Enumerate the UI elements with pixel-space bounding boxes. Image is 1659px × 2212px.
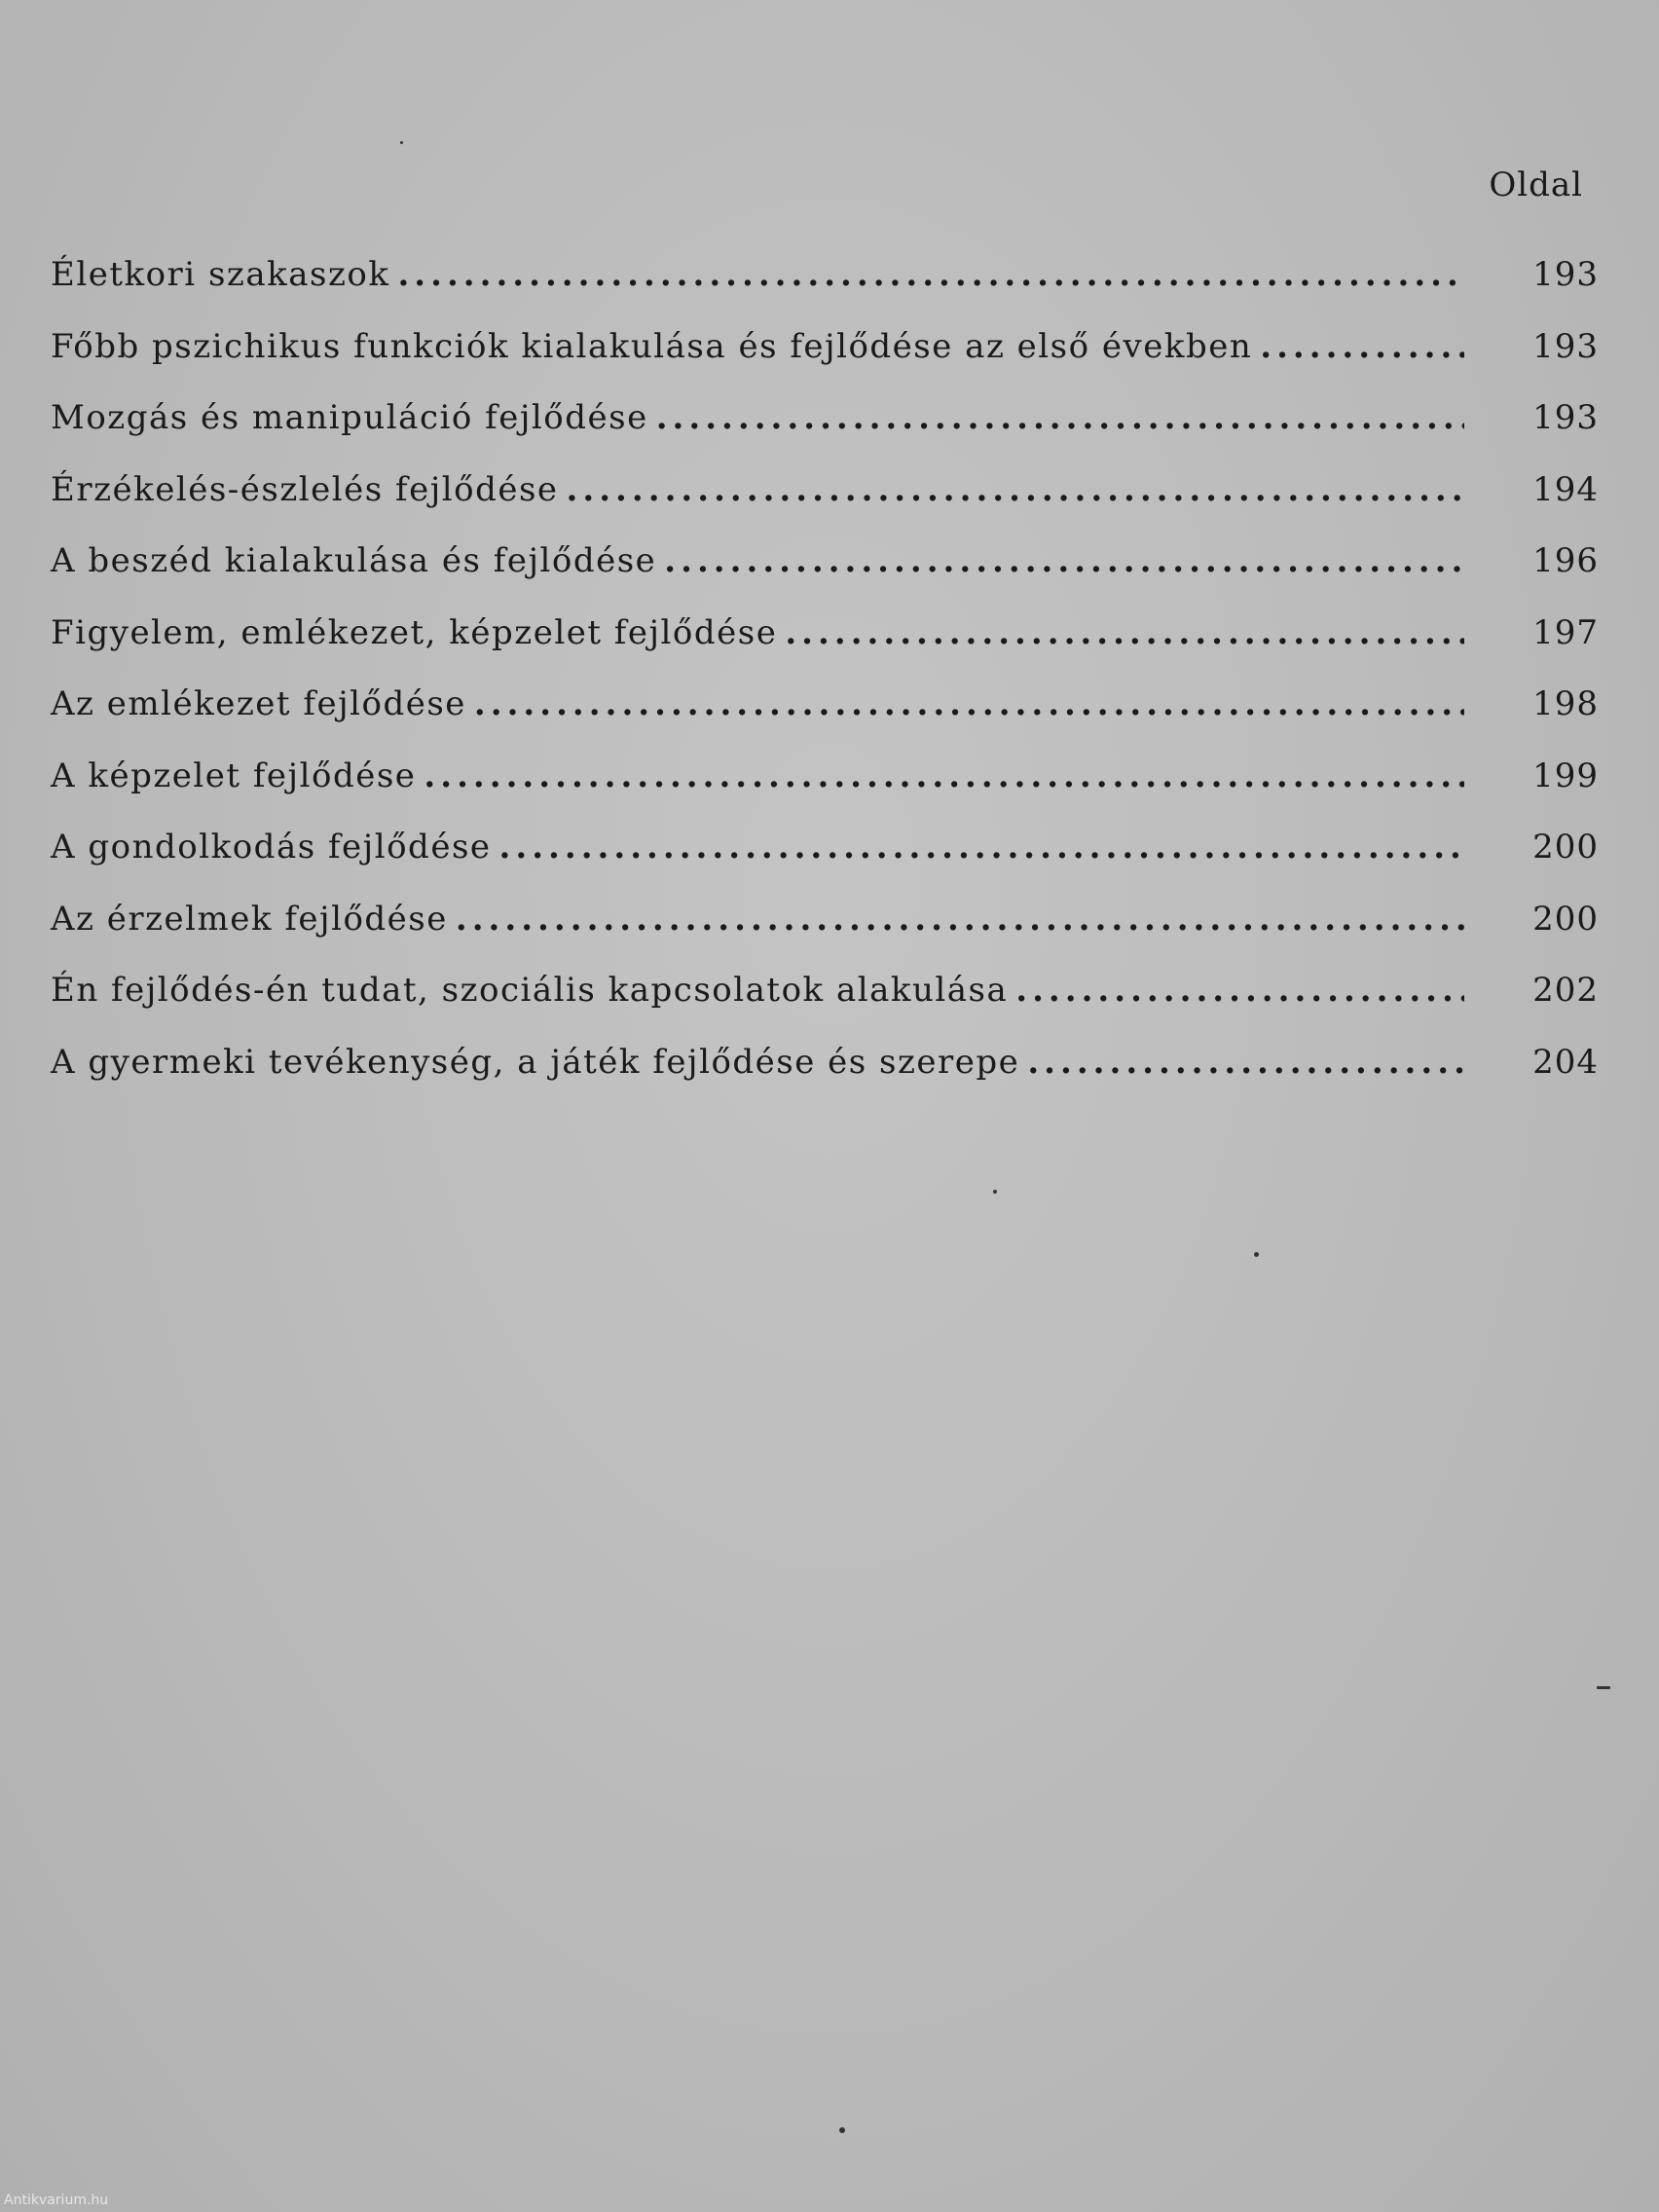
toc-entry-page: 200 <box>1532 899 1599 939</box>
dot-leader <box>424 756 1464 795</box>
paper-speck <box>993 1190 997 1194</box>
toc-entry-title: Az emlékezet fejlődése <box>51 684 466 723</box>
toc-entry-title: A gyermeki tevékenység, a játék fejlődése és szerepe <box>51 1042 1020 1082</box>
toc-entry-title: Én fejlődés-én tudat, szociális kapcsolatok alakulása <box>51 971 1009 1010</box>
toc-entry-page: 200 <box>1532 828 1599 866</box>
table-of-contents <box>51 255 1599 1114</box>
dot-leader <box>397 255 1464 294</box>
toc-entry-title: A képzelet fejlődése <box>51 756 417 795</box>
toc-entry-title: Életkori szakaszok <box>51 255 390 294</box>
toc-entry-page: 196 <box>1532 541 1599 580</box>
toc-entry-title: Az érzelmek fejlődése <box>51 899 448 939</box>
toc-entry-title: A beszéd kialakulása és fejlődése <box>51 541 657 580</box>
toc-entry-page: 197 <box>1532 612 1599 652</box>
toc-entry-page: 193 <box>1532 255 1599 294</box>
toc-entry <box>51 684 1599 756</box>
dot-leader <box>785 613 1464 652</box>
dot-leader <box>474 684 1464 723</box>
toc-entry <box>51 756 1599 829</box>
dot-leader <box>1015 971 1464 1010</box>
toc-entry-page: 194 <box>1532 469 1599 509</box>
dot-leader <box>664 541 1464 580</box>
dot-leader <box>499 828 1464 866</box>
toc-entry-page: 199 <box>1532 756 1599 795</box>
dot-leader <box>456 900 1464 939</box>
toc-entry-title: Mozgás és manipuláció fejlődése <box>51 398 648 437</box>
toc-entry-title: A gondolkodás fejlődése <box>51 828 492 866</box>
toc-entry-title: Figyelem, emlékezet, képzelet fejlődése <box>51 612 778 652</box>
toc-entry <box>51 255 1599 327</box>
toc-entry <box>51 971 1599 1043</box>
watermark: Antikvarium.hu <box>4 2193 109 2208</box>
toc-entry <box>51 541 1599 613</box>
toc-entry-page: 204 <box>1532 1042 1599 1082</box>
toc-entry-title: Főbb pszichikus funkciók kialakulása és fejlődése az első években <box>51 326 1253 366</box>
dot-leader <box>567 470 1464 509</box>
toc-entry-title: Érzékelés-észlelés fejlődése <box>51 469 559 509</box>
page-column-header: Oldal <box>1489 166 1583 204</box>
dot-leader <box>1260 327 1464 366</box>
paper-speck <box>1597 1686 1610 1689</box>
toc-entry <box>51 470 1599 542</box>
toc-entry-page: 193 <box>1532 398 1599 437</box>
paper-speck <box>1254 1252 1259 1257</box>
paper-speck <box>400 141 403 144</box>
toc-entry <box>51 828 1599 900</box>
toc-entry <box>51 900 1599 972</box>
toc-entry-page: 202 <box>1532 971 1599 1010</box>
toc-entry-page: 193 <box>1532 326 1599 366</box>
paper-speck <box>839 2127 845 2133</box>
toc-entry-page: 198 <box>1532 684 1599 723</box>
toc-entry <box>51 613 1599 685</box>
dot-leader <box>656 398 1464 437</box>
toc-entry <box>51 1043 1599 1115</box>
toc-entry <box>51 327 1599 399</box>
toc-entry <box>51 398 1599 470</box>
dot-leader <box>1027 1043 1464 1082</box>
